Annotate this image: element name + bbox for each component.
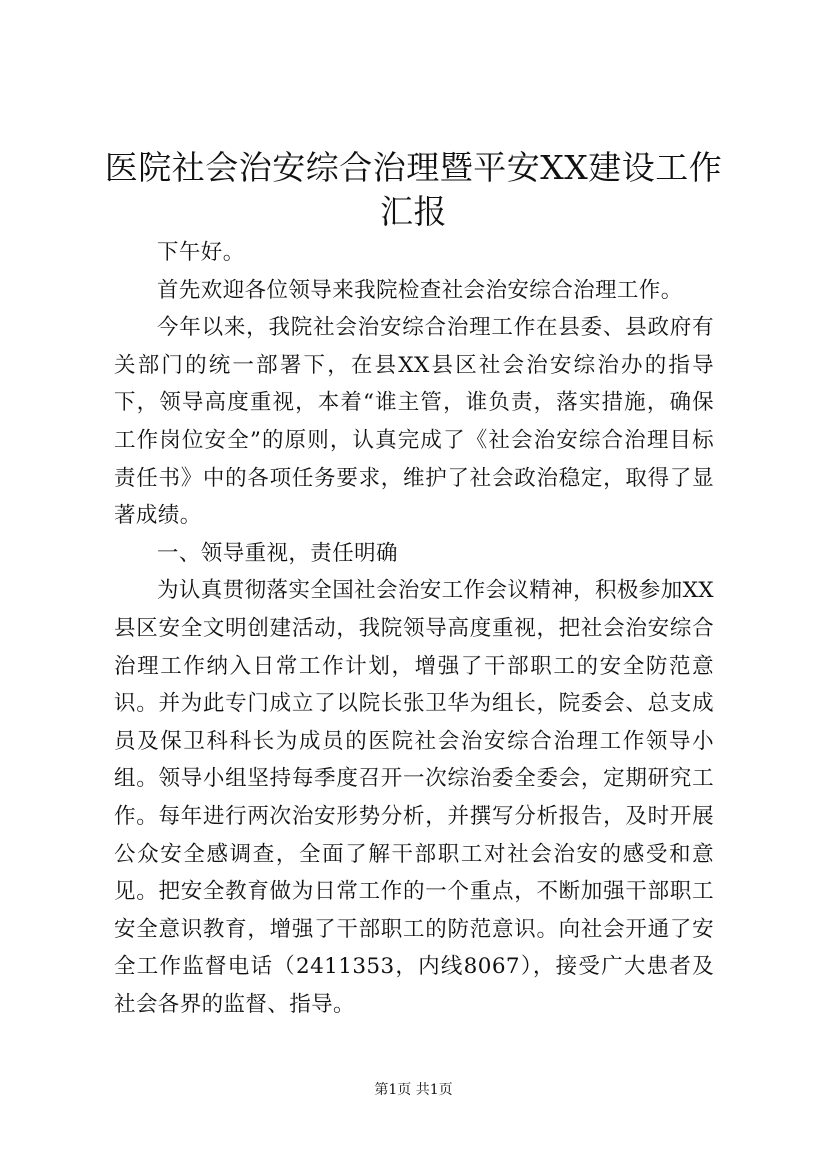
document-body (114, 234, 714, 1023)
page-footer: 第1页 共1页 (374, 1082, 453, 1098)
paragraph-welcome: 首先欢迎各位领导来我院检查社会治安综合治理工作。 (157, 277, 683, 303)
paragraph-greeting: 下午好。 (157, 240, 245, 265)
document-title: 医院社会治安综合治理暨平安XX建设工作汇报 (104, 148, 723, 231)
section-heading-1: 一、领导重视，责任明确 (157, 540, 398, 566)
paragraph-section-1: 为认真贯彻落实全国社会治安工作会议精神，积极参加XX县区安全文明创建活动，我院领导高度重视，把社会治安综合治理工作纳入日常工作计划，增强了干部职工的安全防范意识。并为此专门成立了以院长张卫华为组长，院委会、总支成员及保卫科科长为成员的医院社会治安综合治理工作领导小组。领导小组坚持每季度召开一次综治委全委会，定期研究工作。每年进行两次治安形势分析，并撰写分析报告，及时开展公众安全感调查，全面了解干部职工对社会治安的感受和意见。把安全教育做为日常工作的一个重点，不断加强干部职工安全意识教育，增强了干部职工的防范意识。向社会开通了安全工作监督电话（2411353，内线8067），接受广大患者及社会各界的监督、指导。 (114, 578, 715, 1017)
paragraph-overview: 今年以来，我院社会治安综合治理工作在县委、县政府有关部门的统一部署下，在县XX县区社会治安综治办的指导下，领导高度重视，本着“谁主管，谁负责，落实措施，确保工作岗位安全”的原则，认真完成了《社会治安综合治理目标责任书》中的各项任务要求，维护了社会政治稳定，取得了显著成绩。 (114, 315, 714, 529)
